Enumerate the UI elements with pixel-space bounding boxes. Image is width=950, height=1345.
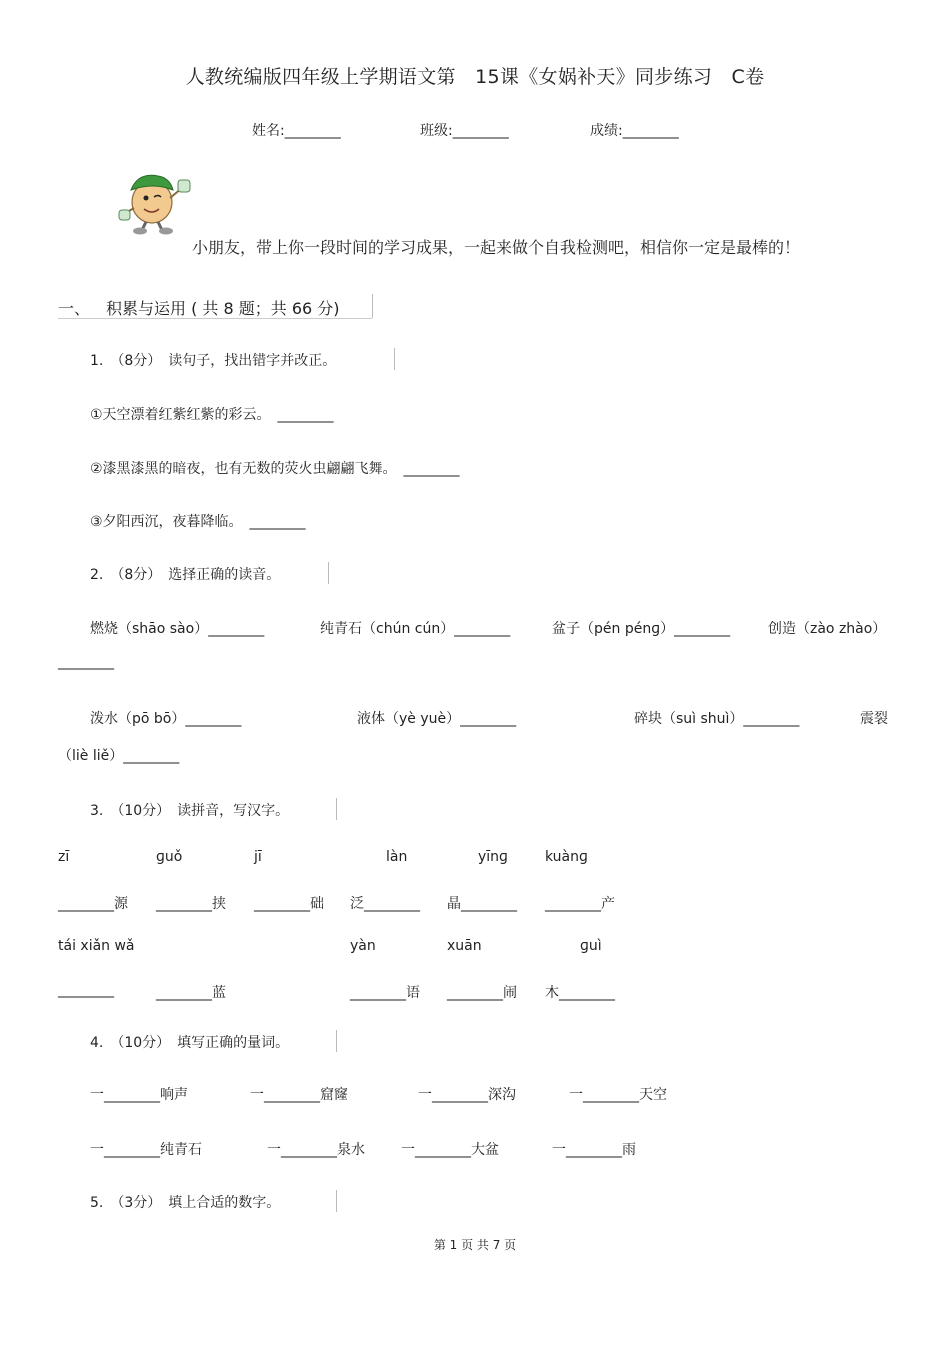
q4-row1-item-3: 一________深沟 bbox=[418, 1087, 516, 1103]
q2-row2-item-2: 液体（yè yuè）________ bbox=[357, 711, 517, 727]
q3-answer-4: 泛________ bbox=[350, 896, 420, 912]
question-4-heading: 4. （10分） 填写正确的量词。 bbox=[90, 1035, 290, 1051]
q2-row2-tail: （liè liě）________ bbox=[58, 748, 180, 764]
q3-answer-2: ________挟 bbox=[156, 896, 226, 912]
question-3-heading: 3. （10分） 读拼音，写汉字。 bbox=[90, 803, 290, 819]
name-field: 姓名:________ bbox=[252, 123, 341, 139]
question-2-heading: 2. （8分） 选择正确的读音。 bbox=[90, 567, 281, 583]
q2-row2-item-3: 碎块（suì shuì）________ bbox=[634, 711, 800, 727]
q4-row2-item-2: 一________泉水 bbox=[267, 1142, 365, 1158]
score-field: 成绩:________ bbox=[590, 123, 679, 139]
q3-pinyin-9: xuān bbox=[447, 938, 482, 954]
divider bbox=[336, 1190, 337, 1212]
mascot-illustration bbox=[118, 168, 200, 236]
q3-answer-9: ________语 bbox=[350, 985, 420, 1001]
q2-row1-item-2: 纯青石（chún cún）________ bbox=[320, 621, 511, 637]
q2-row1-blank: ________ bbox=[58, 654, 114, 670]
q3-answer-3: ________础 bbox=[254, 896, 324, 912]
q3-pinyin-3: jī bbox=[254, 849, 262, 865]
greeting-text: 小朋友，带上你一段时间的学习成果，一起来做个自我检测吧，相信你一定是最棒的！ bbox=[192, 238, 801, 257]
q4-row1-item-2: 一________窟窿 bbox=[250, 1087, 348, 1103]
question-5-heading: 5. （3分） 填上合适的数字。 bbox=[90, 1195, 281, 1211]
q4-row2-item-1: 一________纯青石 bbox=[90, 1142, 202, 1158]
q4-row1-item-1: 一________响声 bbox=[90, 1087, 188, 1103]
q3-pinyin-7: tái xiǎn wǎ bbox=[58, 938, 135, 954]
divider bbox=[336, 798, 337, 820]
divider bbox=[394, 348, 395, 370]
q3-answer-1: ________源 bbox=[58, 896, 128, 912]
section-divider bbox=[372, 294, 373, 318]
section-number: 一、 bbox=[58, 299, 91, 318]
q4-row2-item-4: 一________雨 bbox=[552, 1142, 636, 1158]
q3-answer-6: ________产 bbox=[545, 896, 615, 912]
q2-row1-item-3: 盆子（pén pénɡ）________ bbox=[552, 621, 731, 637]
q3-answer-8: ________蓝 bbox=[156, 985, 226, 1001]
q1-item-2: ②漆黑漆黑的暗夜，也有无数的荧火虫翩翩飞舞。 ________ bbox=[90, 461, 460, 477]
q2-row2-item-4: 震裂 bbox=[860, 711, 888, 727]
q1-item-1: ①天空漂着红紫红紫的彩云。 ________ bbox=[90, 407, 334, 423]
q3-pinyin-4: làn bbox=[386, 849, 408, 865]
section-underline bbox=[58, 318, 372, 319]
divider bbox=[336, 1030, 337, 1052]
page-footer: 第 1 页 共 7 页 bbox=[433, 1238, 517, 1252]
q2-row2-item-1: 泼水（pō bō）________ bbox=[90, 711, 242, 727]
q3-pinyin-2: ɡuǒ bbox=[156, 849, 183, 865]
q1-item-3: ③夕阳西沉，夜暮降临。 ________ bbox=[90, 514, 306, 530]
class-field: 班级:________ bbox=[420, 123, 509, 139]
q3-answer-10: ________闹 bbox=[447, 985, 517, 1001]
q2-row1-item-4: 创造（zào zhào） bbox=[768, 621, 887, 637]
q3-answer-5: 晶________ bbox=[447, 896, 517, 912]
q3-answer-11: 木________ bbox=[545, 985, 615, 1001]
q2-row1-item-1: 燃烧（shāo sào）________ bbox=[90, 621, 265, 637]
q3-pinyin-5: yīnɡ bbox=[478, 849, 508, 865]
q3-pinyin-10: ɡuì bbox=[580, 938, 602, 954]
q3-answer-7: ________ bbox=[58, 982, 114, 998]
divider bbox=[328, 562, 329, 584]
q3-pinyin-8: yàn bbox=[350, 938, 376, 954]
section-title: 积累与运用 ( 共 8 题；共 66 分) bbox=[106, 299, 340, 318]
q4-row1-item-4: 一________天空 bbox=[569, 1087, 667, 1103]
q3-pinyin-6: kuànɡ bbox=[545, 849, 588, 865]
q4-row2-item-3: 一________大盆 bbox=[401, 1142, 499, 1158]
document-title: 人教统编版四年级上学期语文第 15课《女娲补天》同步练习 C卷 bbox=[185, 66, 765, 88]
q3-pinyin-1: zī bbox=[58, 849, 70, 865]
question-1-heading: 1. （8分） 读句子，找出错字并改正。 bbox=[90, 353, 337, 369]
